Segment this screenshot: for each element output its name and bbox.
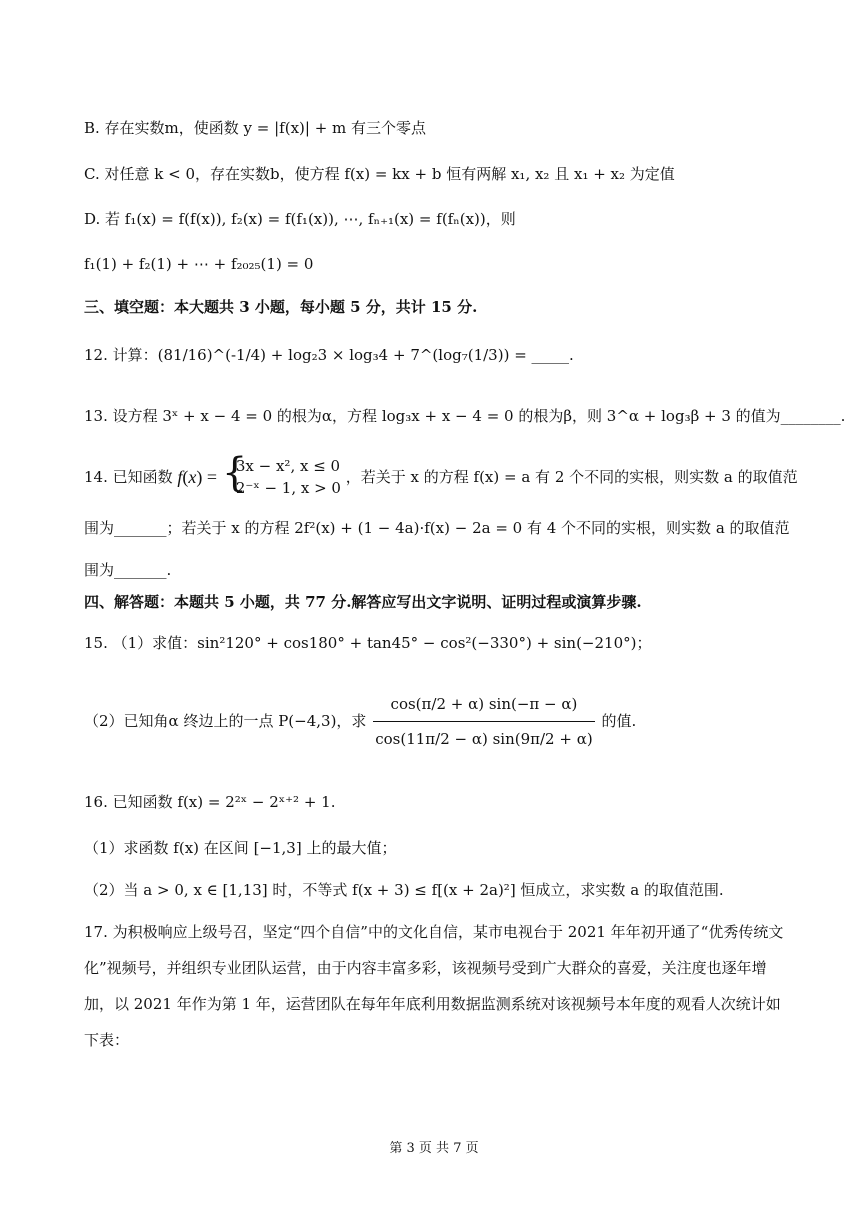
piece-2: 2⁻ˣ − 1, x > 0 [235, 479, 341, 497]
q15-numerator: cos(π/2 + α) sin(−π − α) [373, 687, 594, 722]
question-17-line4: 下表： [84, 1031, 130, 1049]
question-15-part1 [84, 633, 828, 653]
option-d-line1: D. 若 f₁(x) = f(f(x)), f₂(x) = f(f₁(x)), ⋯, fₙ₊₁(x) = f(fₙ(x))，则 [84, 210, 516, 228]
q15-denominator: cos(11π/2 − α) sin(9π/2 + α) [375, 729, 593, 748]
question-17-line3: 加，以 2021 年作为第 1 年，运营团队在每年年底利用数据监测系统对该视频号本年度的观看人次统计如 [84, 995, 781, 1013]
question-14-line2: 围为_______；若关于 x 的方程 2f²(x) + (1 − 4a)·f(x) − 2a = 0 有 4 个不同的实根，则实数 a 的取值范 [84, 519, 790, 537]
q15-part2-label: （2）已知角α 终边上的一点 P(−4,3)，求 [84, 712, 367, 730]
option-b: B. 存在实数m，使函数 y = |f(x)| + m 有三个零点 [84, 119, 427, 137]
question-16-part2: （2）当 a > 0, x ∈ [1,13] 时，不等式 f(x + 3) ≤ f[(x + 2a)²] 恒成立，求实数 a 的取值范围. [84, 881, 724, 899]
q15-part2-end: 的值. [601, 712, 637, 730]
q15-fraction [373, 687, 594, 756]
section4-heading: 四、解答题：本题共 5 小题，共 77 分.解答应写出文字说明、证明过程或演算步骤. [84, 593, 642, 611]
question-14-line1: 14. 已知函数 f(x) = { 3x − x², x ≤ 0 2⁻ˣ − 1, x > 0 ，若关于 x 的方程 f(x) = a 有 2 个不同的实根，则实数 a 的取值范 [84, 450, 798, 497]
piece-1: 3x − x², x ≤ 0 [235, 457, 341, 475]
question-17-line2: 化”视频号，并组织专业团队运营，由于内容丰富多彩，该视频号受到广大群众的喜爱，关注度也逐年增 [84, 959, 767, 977]
q12-label: 12. 计算： [84, 346, 158, 364]
question-14-line3: 围为_______. [84, 561, 172, 579]
q14-post: ，若关于 x 的方程 f(x) = a 有 2 个不同的实根，则实数 a 的取值范 [345, 468, 798, 486]
section3-heading: 三、填空题：本大题共 3 小题，每小题 5 分，共计 15 分. [84, 298, 478, 316]
q15-part1-label: 15. （1）求值： [84, 634, 198, 652]
q12-expr: (81/16)^(-1/4) + log₂3 × log₃4 + 7^(log₇(1/3)) = _____. [157, 346, 574, 364]
option-c: C. 对任意 k < 0，存在实数b，使方程 f(x) = kx + b 恒有两解 x₁, x₂ 且 x₁ + x₂ 为定值 [84, 165, 675, 183]
question-12 [84, 345, 828, 365]
question-16-part1: （1）求函数 f(x) 在区间 [−1,3] 上的最大值； [84, 839, 397, 857]
question-17-line1: 17. 为积极响应上级号召，坚定“四个自信”中的文化自信，某市电视台于 2021 年年初开通了“优秀传统文 [84, 923, 784, 941]
question-16-stem: 16. 已知函数 f(x) = 2²ˣ − 2ˣ⁺² + 1. [84, 793, 336, 811]
q15-part1-expr: sin²120° + cos180° + tan45° − cos²(−330°) + sin(−210°)； [197, 634, 652, 652]
question-15-part2 [84, 683, 828, 763]
option-d-line2: f₁(1) + f₂(1) + ⋯ + f₂₀₂₅(1) = 0 [84, 255, 314, 273]
q14-pre: 14. 已知函数 [84, 468, 173, 486]
page-footer: 第 3 页 共 7 页 [389, 1141, 479, 1156]
question-13: 13. 设方程 3ˣ + x − 4 = 0 的根为α，方程 log₃x + x − 4 = 0 的根为β，则 3^α + log₃β + 3 的值为________. [84, 407, 846, 425]
piecewise-function: { 3x − x², x ≤ 0 2⁻ˣ − 1, x > 0 [221, 450, 341, 497]
